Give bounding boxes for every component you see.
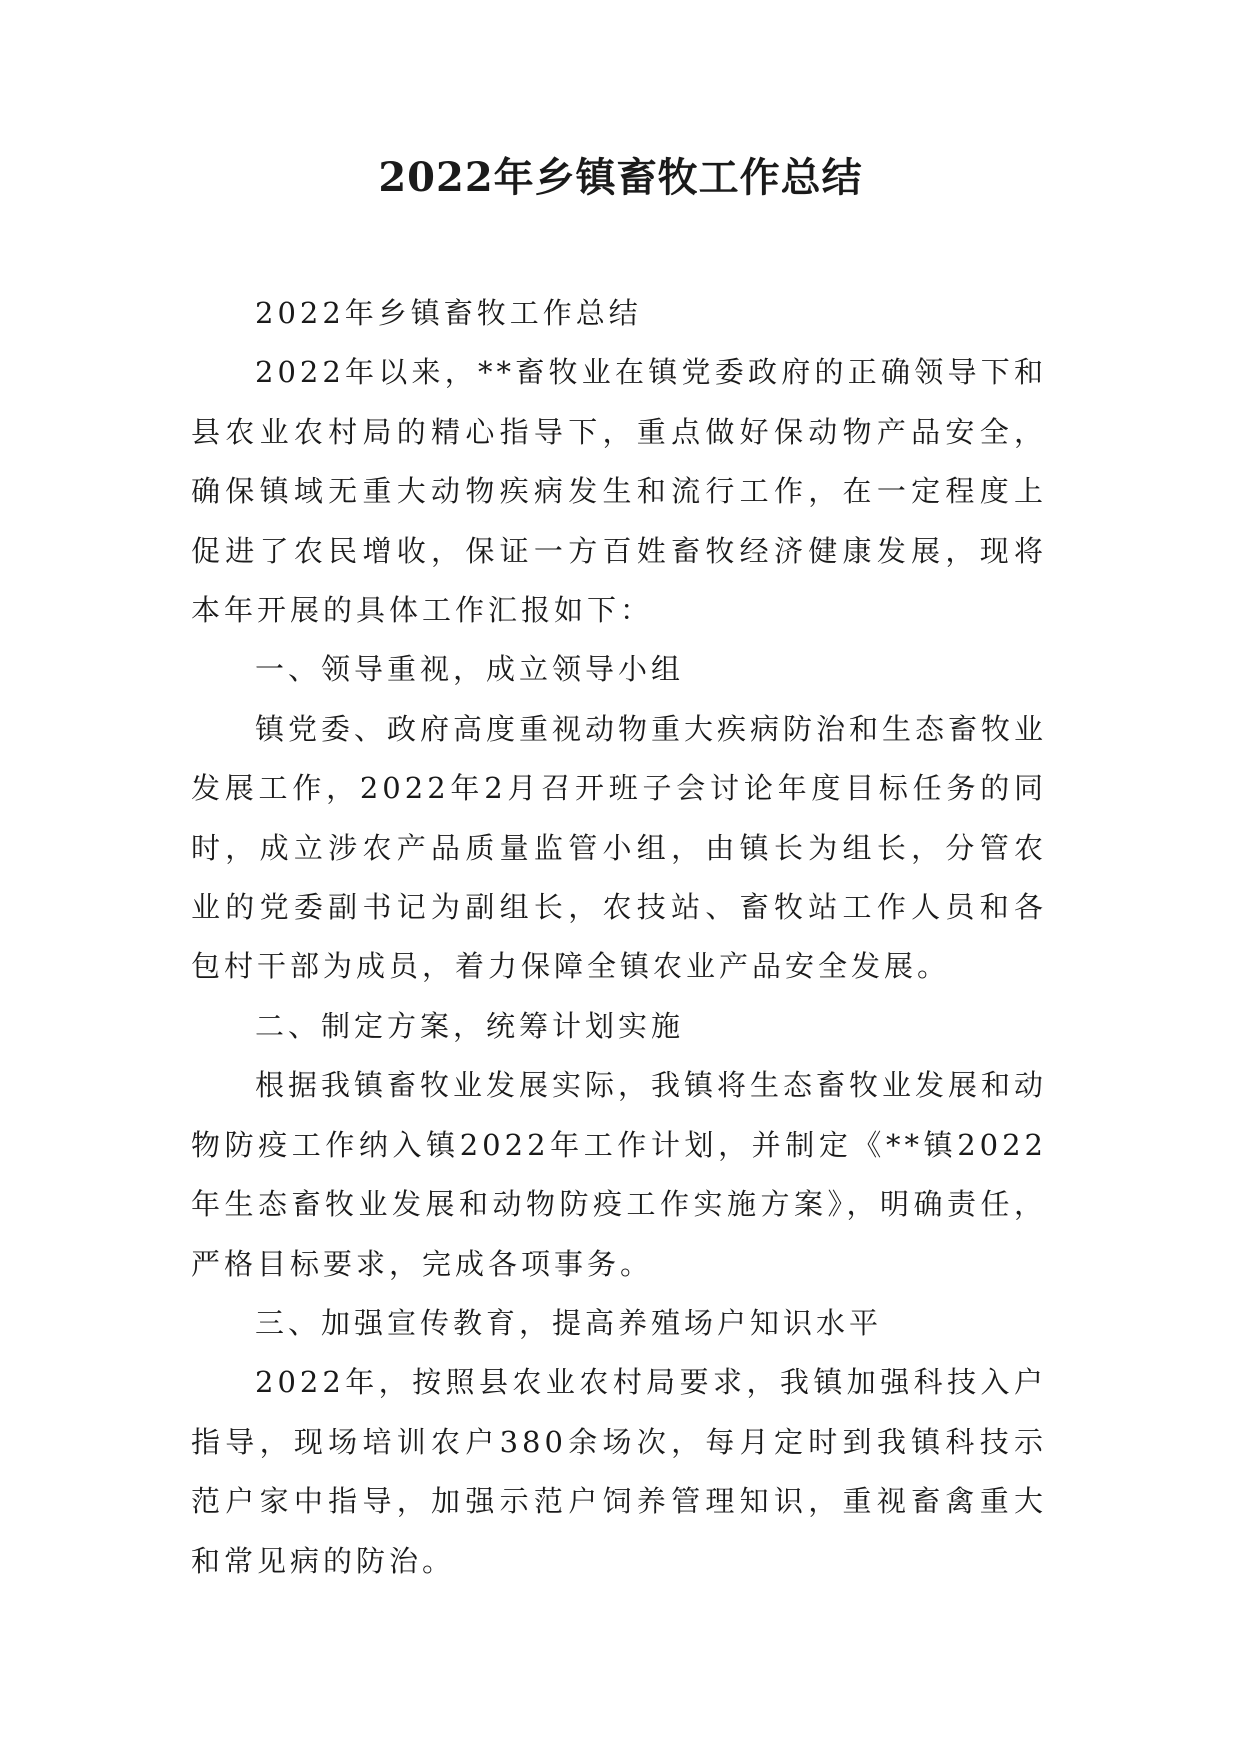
section-heading-2: 二、制定方案，统筹计划实施: [255, 1008, 685, 1043]
intro-paragraph: 2022年以来，**畜牧业在镇党委政府的正确领导下和县农业农村局的精心指导下，重点做好保动物产品安全，确保镇域无重大动物疾病发生和流行工作，在一定程度上促进了农民增收，保证一方百姓畜牧经济健康发展，现将本年开展的具体工作汇报如下：: [191, 355, 1047, 628]
subtitle-paragraph: 2022年乡镇畜牧工作总结: [255, 296, 642, 330]
document-body: [191, 284, 1047, 1591]
section-heading-3: 三、加强宣传教育，提高养殖场户知识水平: [255, 1305, 883, 1340]
document-title: 2022年乡镇畜牧工作总结: [378, 154, 863, 201]
section-1-paragraph: 镇党委、政府高度重视动物重大疾病防治和生态畜牧业发展工作，2022年2月召开班子会讨论年度目标任务的同时，成立涉农产品质量监管小组，由镇长为组长，分管农业的党委副书记为副组长，农技站、畜牧站工作人员和各包村干部为成员，着力保障全镇农业产品安全发展。: [191, 711, 1048, 984]
section-3-paragraph: 2022年，按照县农业农村局要求，我镇加强科技入户指导，现场培训农户380余场次，每月定时到我镇科技示范户家中指导，加强示范户饲养管理知识，重视畜禽重大和常见病的防治。: [191, 1365, 1047, 1578]
section-2-paragraph: 根据我镇畜牧业发展实际，我镇将生态畜牧业发展和动物防疫工作纳入镇2022年工作计划，并制定《**镇2022年生态畜牧业发展和动物防疫工作实施方案》，明确责任，严格目标要求，完成各项事务。: [191, 1068, 1048, 1281]
section-heading-1: 一、领导重视，成立领导小组: [255, 652, 685, 687]
